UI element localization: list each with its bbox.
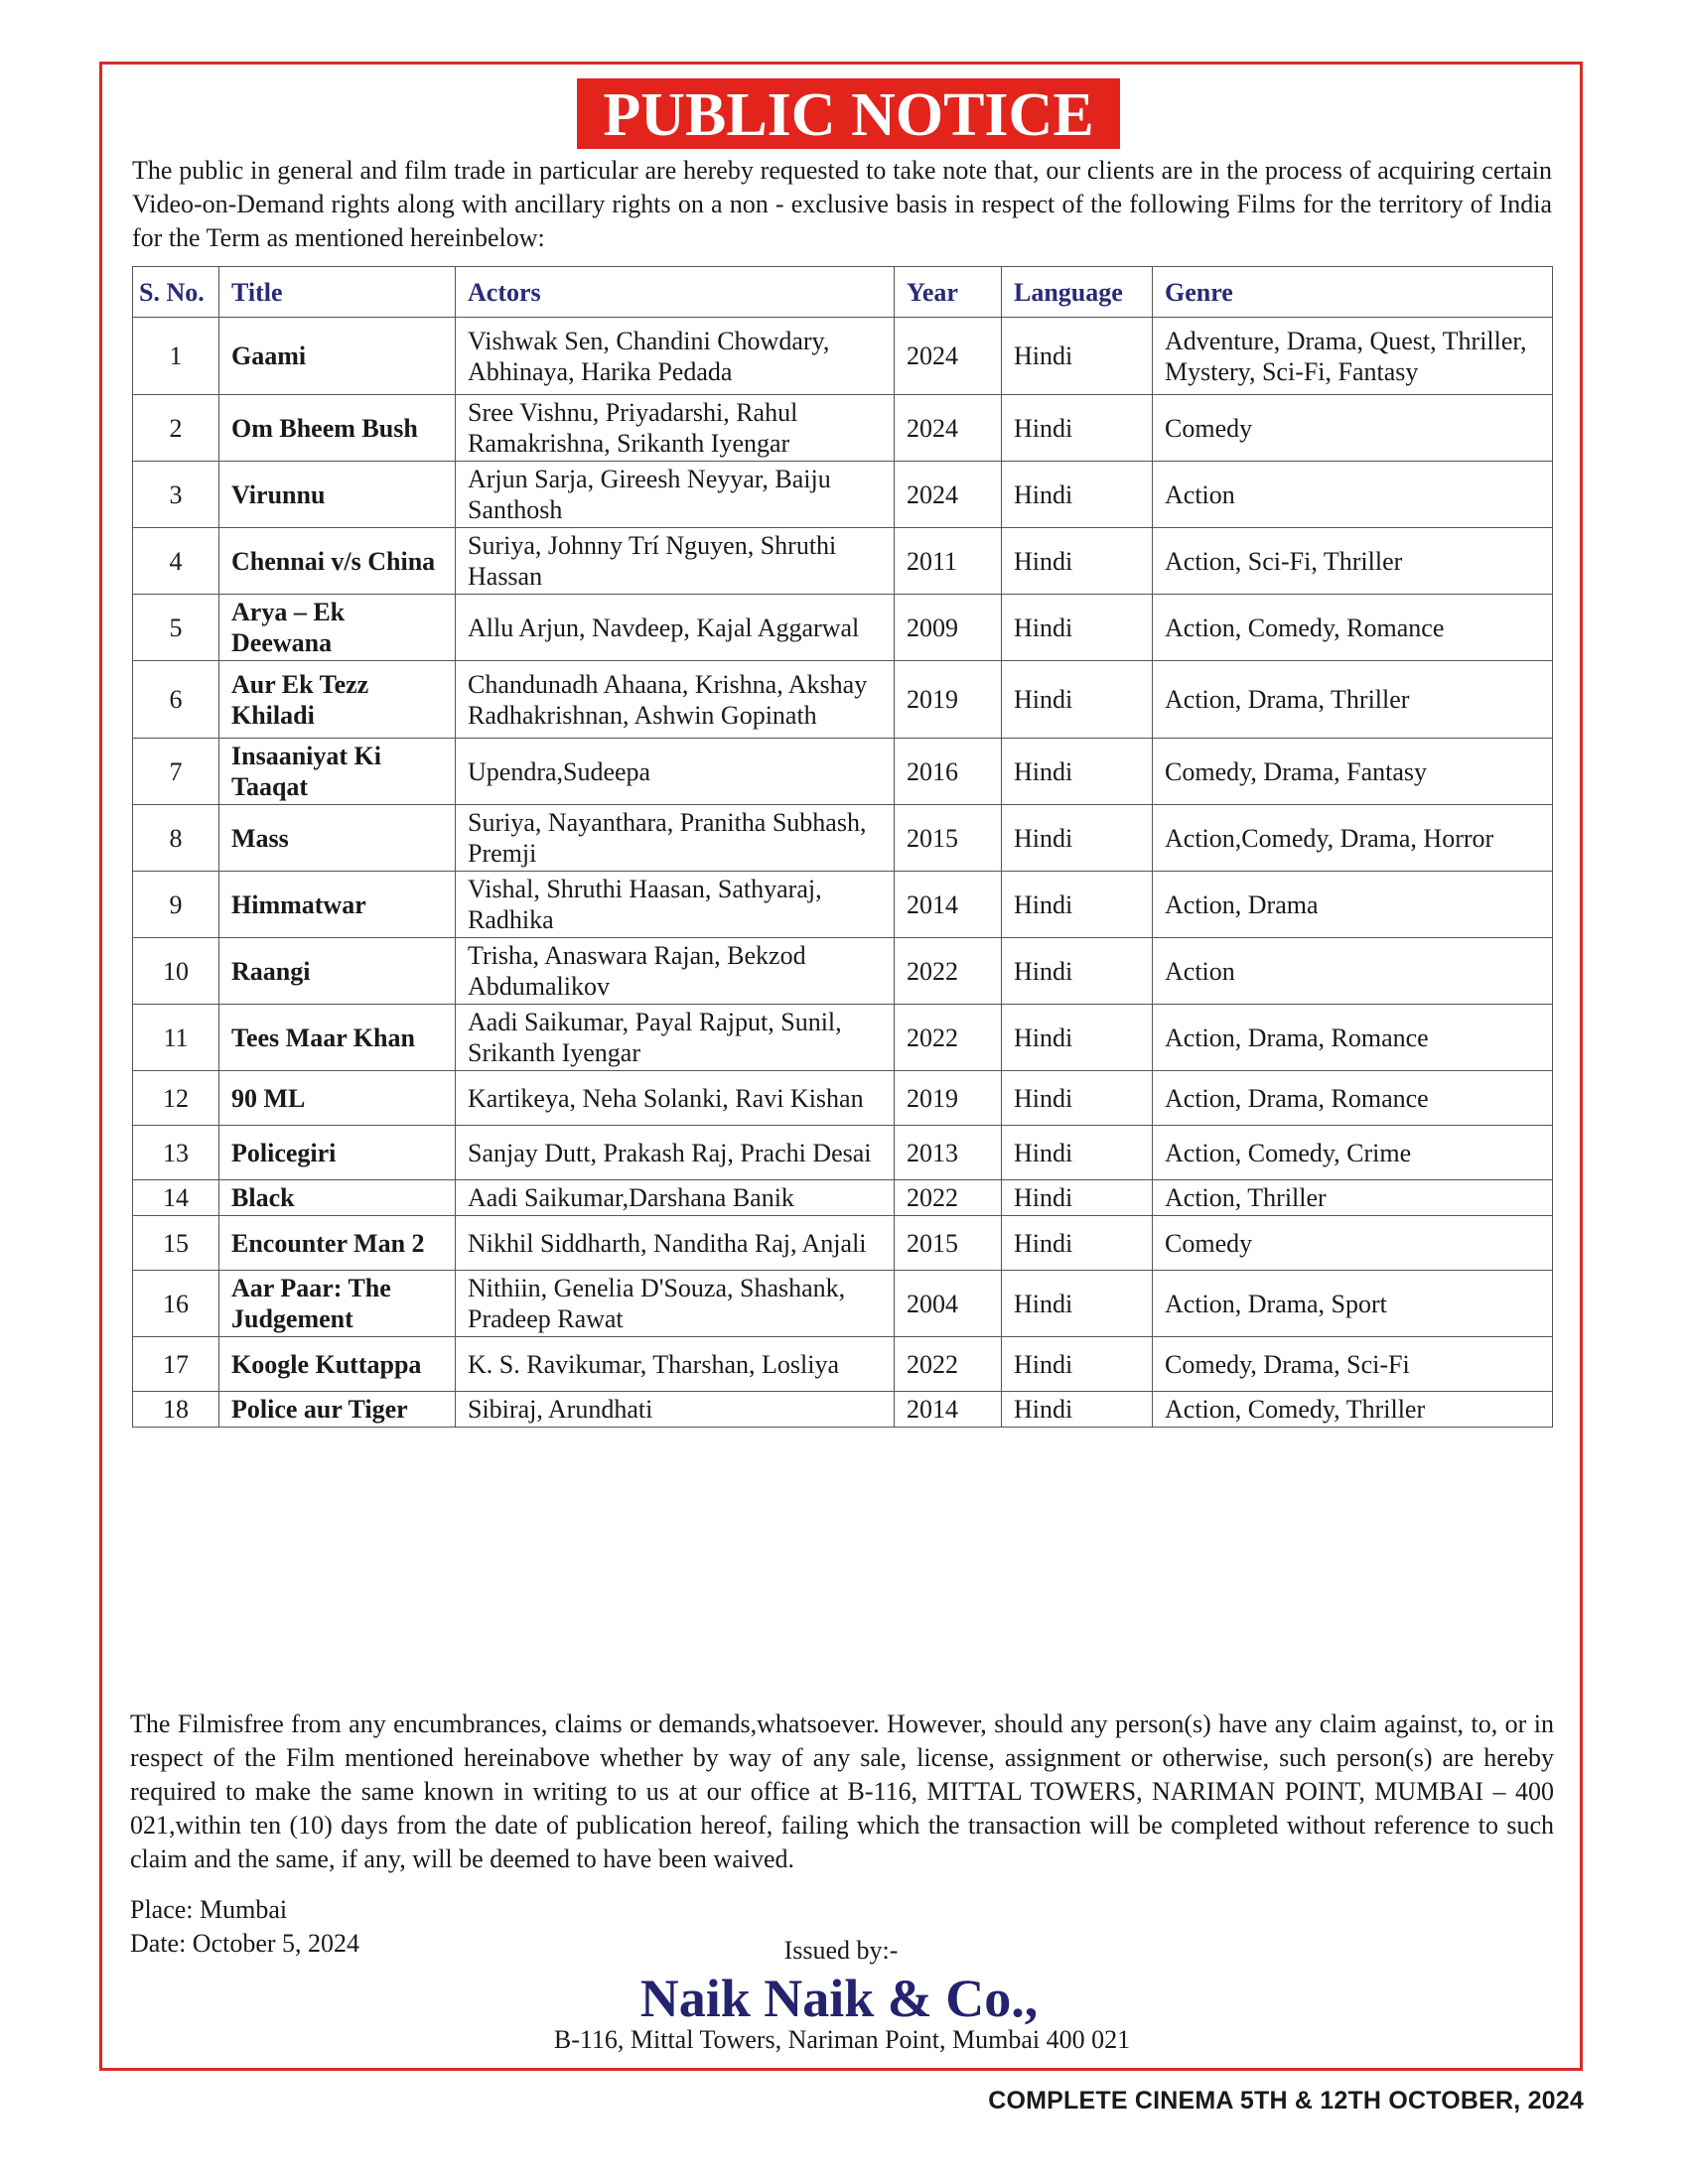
cell-title: Aar Paar: The Judgement <box>219 1271 456 1337</box>
cell-title: Black <box>219 1180 456 1216</box>
cell-title: Om Bheem Bush <box>219 395 456 462</box>
cell-genre: Comedy, Drama, Fantasy <box>1153 739 1553 805</box>
cell-genre: Action, Comedy, Romance <box>1153 595 1553 661</box>
cell-actors: Vishwak Sen, Chandini Chowdary, Abhinaya, Harika Pedada <box>456 318 895 395</box>
cell-language: Hindi <box>1002 872 1153 938</box>
cell-language: Hindi <box>1002 1337 1153 1392</box>
table-row <box>133 872 1553 938</box>
cell-genre: Comedy <box>1153 1216 1553 1271</box>
table-row <box>133 739 1553 805</box>
cell-title: Raangi <box>219 938 456 1005</box>
intro-paragraph: The public in general and film trade in particular are hereby requested to take note that, our clients are in the process of acquiring certain Video-on-Demand rights along with ancillary rights on a non - exclusive basis in respect of the following Films for the territory of India for the Term as mentioned hereinbelow: <box>132 156 1552 252</box>
public-notice-banner: PUBLIC NOTICE <box>577 78 1120 149</box>
header-sno: S. No. <box>133 267 219 318</box>
cell-actors: Trisha, Anaswara Rajan, Bekzod Abdumalikov <box>456 938 895 1005</box>
cell-actors: Chandunadh Ahaana, Krishna, Akshay Radhakrishnan, Ashwin Gopinath <box>456 661 895 739</box>
cell-genre: Comedy, Drama, Sci-Fi <box>1153 1337 1553 1392</box>
cell-actors: Aadi Saikumar,Darshana Banik <box>456 1180 895 1216</box>
table-row <box>133 1216 1553 1271</box>
table-row <box>133 938 1553 1005</box>
cell-year: 2022 <box>895 1337 1002 1392</box>
cell-language: Hindi <box>1002 805 1153 872</box>
cell-genre: Action, Drama <box>1153 872 1553 938</box>
table-row <box>133 1271 1553 1337</box>
place-line: Place: Mumbai <box>130 1895 288 1924</box>
table-row <box>133 1071 1553 1126</box>
cell-title: Encounter Man 2 <box>219 1216 456 1271</box>
firm-address-text: B-116, Mittal Towers, Nariman Point, Mumbai 400 021 <box>553 2025 1131 2054</box>
cell-title: Himmatwar <box>219 872 456 938</box>
cell-language: Hindi <box>1002 1216 1153 1271</box>
cell-sno: 6 <box>133 661 219 739</box>
cell-sno: 2 <box>133 395 219 462</box>
table-row <box>133 1337 1553 1392</box>
cell-actors: Sree Vishnu, Priyadarshi, Rahul Ramakrishna, Srikanth Iyengar <box>456 395 895 462</box>
cell-actors: Aadi Saikumar, Payal Rajput, Sunil, Srikanth Iyengar <box>456 1005 895 1071</box>
cell-year: 2024 <box>895 395 1002 462</box>
cell-genre: Action, Drama, Thriller <box>1153 661 1553 739</box>
cell-sno: 3 <box>133 462 219 528</box>
cell-year: 2022 <box>895 1005 1002 1071</box>
cell-title: Gaami <box>219 318 456 395</box>
cell-year: 2014 <box>895 872 1002 938</box>
cell-sno: 18 <box>133 1392 219 1428</box>
table-row <box>133 1180 1553 1216</box>
cell-genre: Action, Comedy, Crime <box>1153 1126 1553 1180</box>
cell-title: 90 ML <box>219 1071 456 1126</box>
cell-sno: 15 <box>133 1216 219 1271</box>
cell-genre: Action, Comedy, Thriller <box>1153 1392 1553 1428</box>
issued-by-text: Issued by:- <box>783 1936 899 1965</box>
cell-sno: 9 <box>133 872 219 938</box>
cell-year: 2011 <box>895 528 1002 595</box>
cell-year: 2024 <box>895 462 1002 528</box>
cell-title: Police aur Tiger <box>219 1392 456 1428</box>
cell-genre: Action, Thriller <box>1153 1180 1553 1216</box>
cell-actors: Sibiraj, Arundhati <box>456 1392 895 1428</box>
cell-genre: Action, Drama, Sport <box>1153 1271 1553 1337</box>
firm-address <box>0 2025 1688 2055</box>
cell-title: Mass <box>219 805 456 872</box>
cell-year: 2015 <box>895 1216 1002 1271</box>
cell-genre: Comedy <box>1153 395 1553 462</box>
table-header-row <box>133 267 1553 318</box>
cell-year: 2022 <box>895 1180 1002 1216</box>
cell-sno: 17 <box>133 1337 219 1392</box>
cell-year: 2022 <box>895 938 1002 1005</box>
table-row <box>133 318 1553 395</box>
cell-language: Hindi <box>1002 739 1153 805</box>
issued-by-label <box>0 1936 1688 1966</box>
cell-title: Policegiri <box>219 1126 456 1180</box>
cell-sno: 7 <box>133 739 219 805</box>
cell-genre: Action, Drama, Romance <box>1153 1005 1553 1071</box>
cell-actors: Vishal, Shruthi Haasan, Sathyaraj, Radhika <box>456 872 895 938</box>
header-language: Language <box>1002 267 1153 318</box>
cell-year: 2009 <box>895 595 1002 661</box>
cell-language: Hindi <box>1002 661 1153 739</box>
cell-year: 2015 <box>895 805 1002 872</box>
cell-actors: Nithiin, Genelia D'Souza, Shashank, Pradeep Rawat <box>456 1271 895 1337</box>
table-row <box>133 1392 1553 1428</box>
table-row <box>133 1126 1553 1180</box>
cell-sno: 4 <box>133 528 219 595</box>
cell-genre: Adventure, Drama, Quest, Thriller, Mystery, Sci-Fi, Fantasy <box>1153 318 1553 395</box>
cell-language: Hindi <box>1002 528 1153 595</box>
cell-actors: Upendra,Sudeepa <box>456 739 895 805</box>
header-actors: Actors <box>456 267 895 318</box>
header-genre: Genre <box>1153 267 1553 318</box>
cell-language: Hindi <box>1002 462 1153 528</box>
table-row <box>133 661 1553 739</box>
cell-genre: Action <box>1153 938 1553 1005</box>
table-row <box>133 528 1553 595</box>
cell-genre: Action <box>1153 462 1553 528</box>
table-row <box>133 395 1553 462</box>
cell-title: Aur Ek Tezz Khiladi <box>219 661 456 739</box>
cell-title: Tees Maar Khan <box>219 1005 456 1071</box>
cell-year: 2004 <box>895 1271 1002 1337</box>
cell-language: Hindi <box>1002 1180 1153 1216</box>
cell-actors: K. S. Ravikumar, Tharshan, Losliya <box>456 1337 895 1392</box>
cell-sno: 8 <box>133 805 219 872</box>
cell-sno: 13 <box>133 1126 219 1180</box>
header-year: Year <box>895 267 1002 318</box>
cell-genre: Action, Sci-Fi, Thriller <box>1153 528 1553 595</box>
cell-actors: Suriya, Johnny Trí Nguyen, Shruthi Hassan <box>456 528 895 595</box>
cell-year: 2019 <box>895 1071 1002 1126</box>
table-row <box>133 595 1553 661</box>
claims-paragraph: The Filmisfree from any encumbrances, claims or demands,whatsoever. However, should any person(s) have any claim against, to, or in respect of the Film mentioned hereinabove whether by way of any sale, license, assignment or otherwise, such person(s) are hereby required to make the same known in writing to us at our office at B-116, MITTAL TOWERS, NARIMAN POINT, MUMBAI – 400 021,within ten (10) days from the date of publication hereof, failing which the transaction will be completed without reference to such claim and the same, if any, will be deemed to have been waived. <box>130 1709 1554 1873</box>
cell-sno: 14 <box>133 1180 219 1216</box>
table-row <box>133 805 1553 872</box>
cell-title: Insaaniyat Ki Taaqat <box>219 739 456 805</box>
cell-genre: Action, Drama, Romance <box>1153 1071 1553 1126</box>
cell-actors: Allu Arjun, Navdeep, Kajal Aggarwal <box>456 595 895 661</box>
cell-year: 2024 <box>895 318 1002 395</box>
header-title: Title <box>219 267 456 318</box>
cell-sno: 16 <box>133 1271 219 1337</box>
cell-actors: Arjun Sarja, Gireesh Neyyar, Baiju Santhosh <box>456 462 895 528</box>
films-table-body <box>133 318 1553 1428</box>
cell-title: Chennai v/s China <box>219 528 456 595</box>
cell-sno: 11 <box>133 1005 219 1071</box>
publication-footer: COMPLETE CINEMA 5TH & 12TH OCTOBER, 2024 <box>988 2087 1584 2115</box>
cell-language: Hindi <box>1002 1271 1153 1337</box>
firm-name-text: Naik Naik & Co., <box>639 1969 1039 2028</box>
cell-title: Virunnu <box>219 462 456 528</box>
cell-genre: Action,Comedy, Drama, Horror <box>1153 805 1553 872</box>
cell-actors: Suriya, Nayanthara, Pranitha Subhash, Premji <box>456 805 895 872</box>
cell-language: Hindi <box>1002 1126 1153 1180</box>
cell-language: Hindi <box>1002 595 1153 661</box>
cell-year: 2013 <box>895 1126 1002 1180</box>
films-table <box>132 266 1553 1428</box>
cell-language: Hindi <box>1002 395 1153 462</box>
firm-name <box>0 1968 1688 2029</box>
table-row <box>133 1005 1553 1071</box>
cell-sno: 1 <box>133 318 219 395</box>
cell-actors: Sanjay Dutt, Prakash Raj, Prachi Desai <box>456 1126 895 1180</box>
cell-language: Hindi <box>1002 318 1153 395</box>
cell-sno: 5 <box>133 595 219 661</box>
cell-language: Hindi <box>1002 1071 1153 1126</box>
cell-language: Hindi <box>1002 938 1153 1005</box>
table-row <box>133 462 1553 528</box>
cell-sno: 12 <box>133 1071 219 1126</box>
cell-year: 2019 <box>895 661 1002 739</box>
cell-year: 2014 <box>895 1392 1002 1428</box>
cell-year: 2016 <box>895 739 1002 805</box>
cell-sno: 10 <box>133 938 219 1005</box>
cell-actors: Nikhil Siddharth, Nanditha Raj, Anjali <box>456 1216 895 1271</box>
cell-language: Hindi <box>1002 1392 1153 1428</box>
cell-actors: Kartikeya, Neha Solanki, Ravi Kishan <box>456 1071 895 1126</box>
date-line: Date: October 5, 2024 <box>130 1929 360 1958</box>
cell-title: Arya – Ek Deewana <box>219 595 456 661</box>
cell-language: Hindi <box>1002 1005 1153 1071</box>
cell-title: Koogle Kuttappa <box>219 1337 456 1392</box>
